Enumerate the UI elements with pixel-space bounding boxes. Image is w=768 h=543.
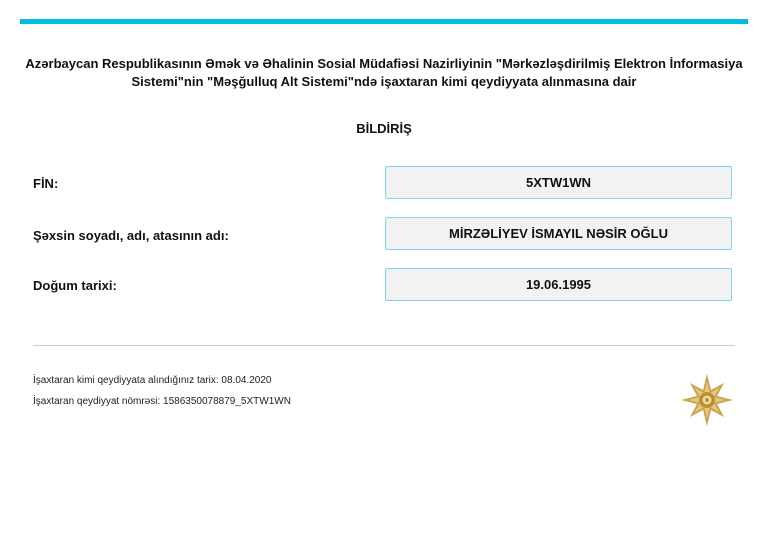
fin-value: 5XTW1WN xyxy=(385,166,732,199)
fin-label: FİN: xyxy=(33,176,59,191)
birth-date-label: Doğum tarixi: xyxy=(33,278,117,293)
national-emblem-star-icon xyxy=(680,373,734,427)
document-heading: Azərbaycan Respublikasının Əmək və Əhalinin Sosial Müdafiəsi Nazirliyinin "Mərkəzləşdirilmiş Elektron İnformasiya Sistemi"nin "Məşğulluq Alt Sistemi"ndə işaxtaran kimi qeydiyyata alınmasına dair xyxy=(25,56,743,89)
top-accent-bar xyxy=(20,19,748,24)
full-name-label: Şəxsin soyadı, adı, atasının adı: xyxy=(33,228,229,243)
document-type-title: BİLDİRİŞ xyxy=(356,121,412,136)
footer-divider xyxy=(33,345,735,346)
registration-number-text: İşaxtaran qeydiyyat nömrəsi: 1586350078879_5XTW1WN xyxy=(33,396,291,407)
birth-date-value: 19.06.1995 xyxy=(385,268,732,301)
registration-date-text: İşaxtaran kimi qeydiyyata alındığınız tarix: 08.04.2020 xyxy=(33,375,272,386)
full-name-value: MİRZƏLİYEV İSMAYIL NƏSİR OĞLU xyxy=(385,217,732,250)
